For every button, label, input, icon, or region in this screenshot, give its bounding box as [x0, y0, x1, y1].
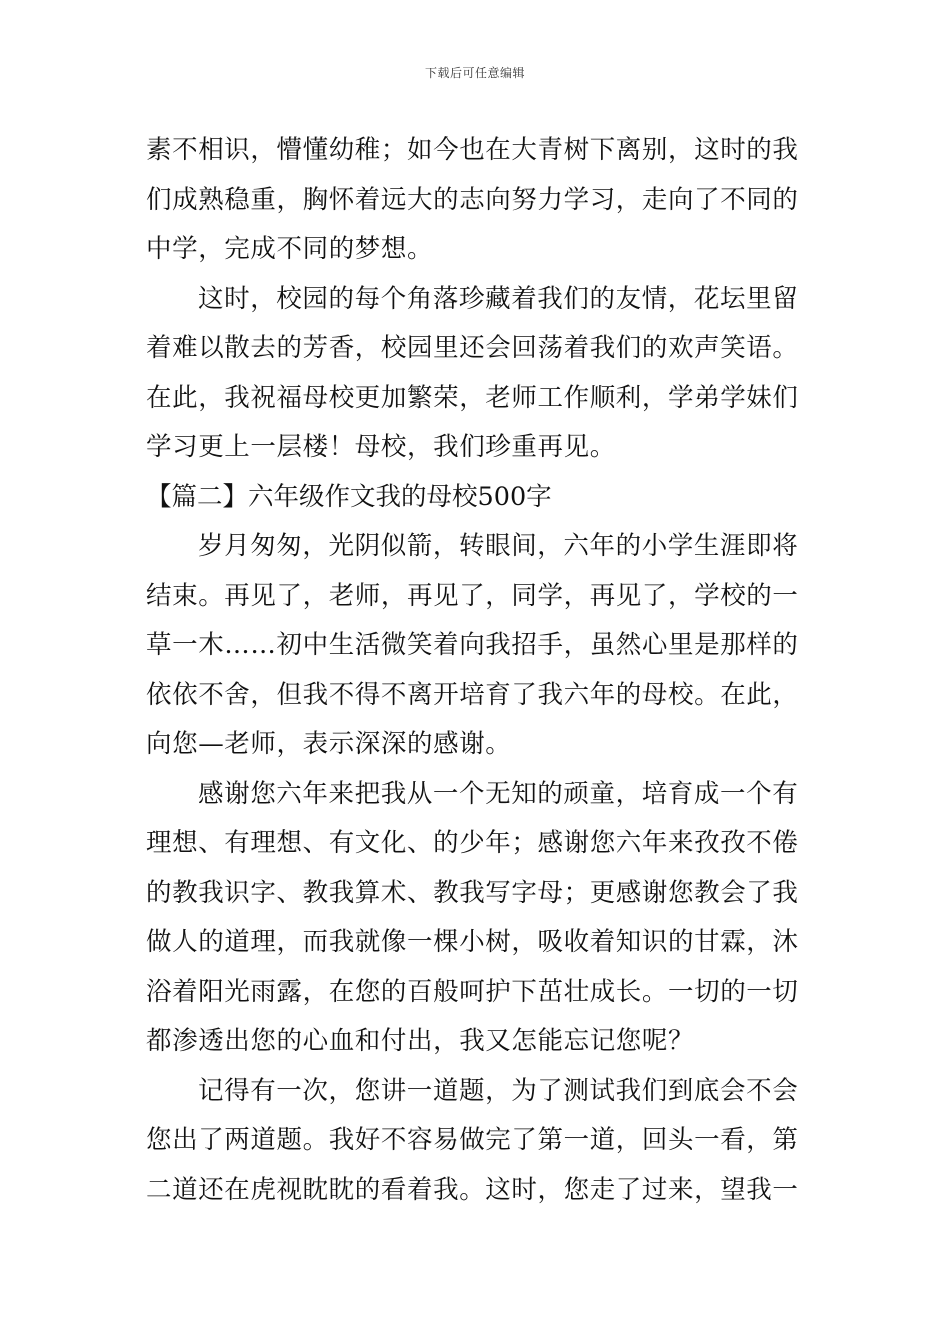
text-line: 着难以散去的芳香，校园里还会回荡着我们的欢声笑语。	[146, 333, 799, 363]
text-line: 结束。再见了，老师，再见了，同学，再见了，学校的一	[146, 580, 799, 611]
paragraph-first-line: 这时，校园的每个角落珍藏着我们的友情，花坛里留	[198, 283, 799, 314]
text-line: 理想、有理想、有文化、的少年；感谢您六年来孜孜不倦	[146, 828, 799, 858]
text-line: 的教我识字、教我算术、教我写字母；更感谢您教会了我	[146, 877, 799, 908]
paragraph-first-line: 记得有一次，您讲一道题，为了测试我们到底会不会	[198, 1075, 799, 1106]
text-line: 素不相识，懵懂幼稚；如今也在大青树下离别，这时的我	[146, 135, 799, 165]
text-line: 向您—老师，表示深深的感谢。	[146, 729, 512, 759]
text-line: 浴着阳光雨露，在您的百般呵护下茁壮成长。一切的一切	[146, 976, 799, 1007]
document-body	[146, 126, 806, 1215]
page-header-note: 下载后可任意编辑	[424, 66, 525, 80]
text-line: 们成熟稳重，胸怀着远大的志向努力学习，走向了不同的	[146, 184, 799, 215]
text-line: 中学，完成不同的梦想。	[146, 234, 434, 264]
text-line: 都渗透出您的心血和付出，我又怎能忘记您呢？	[146, 1026, 695, 1056]
paragraph-first-line: 感谢您六年来把我从一个无知的顽童，培育成一个有	[198, 778, 799, 809]
paragraph-first-line: 岁月匆匆，光阴似箭，转眼间，六年的小学生涯即将	[198, 531, 799, 561]
text-line: 草一木……初中生活微笑着向我招手，虽然心里是那样的	[146, 630, 799, 660]
text-line: 您出了两道题。我好不容易做完了第一道，回头一看，第	[146, 1125, 799, 1155]
section-heading: 【篇二】六年级作文我的母校500字	[146, 481, 552, 512]
text-line: 做人的道理，而我就像一棵小树，吸收着知识的甘霖，沐	[146, 927, 799, 957]
text-line: 二道还在虎视眈眈的看着我。这时，您走了过来，望我一	[146, 1174, 799, 1205]
text-line: 学习更上一层楼！母校，我们珍重再见。	[146, 432, 616, 462]
text-line: 依依不舍，但我不得不离开培育了我六年的母校。在此，	[146, 679, 799, 710]
text-line: 在此，我祝福母校更加繁荣，老师工作顺利，学弟学妹们	[146, 382, 799, 413]
